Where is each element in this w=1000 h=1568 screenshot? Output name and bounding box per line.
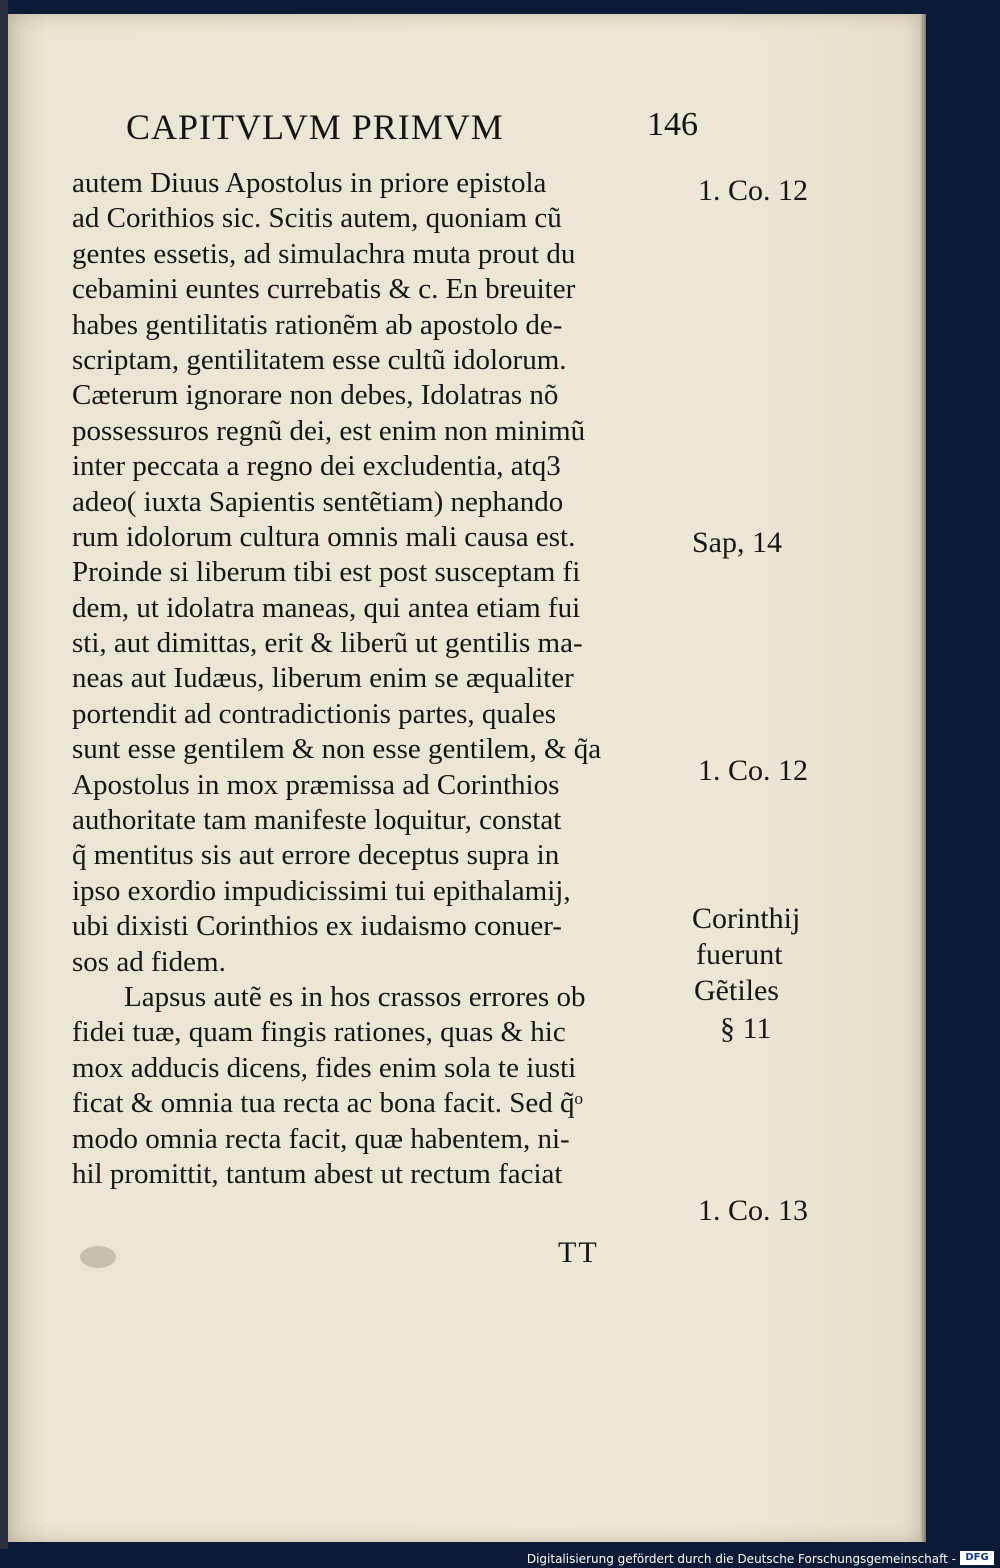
text-line: sunt esse gentilem & non esse gentilem, & q̃a xyxy=(72,733,602,766)
text-line: adeo( iuxta Sapientis sentẽtiam) nephando xyxy=(72,485,564,518)
text-line: sos ad fidem. xyxy=(72,945,226,978)
text-line: modo omnia recta facit, quæ habentem, ni- xyxy=(72,1122,570,1155)
text-line: possessuros regnũ dei, est enim non minimũ xyxy=(72,414,586,447)
marginal-note: 1. Co. 12 xyxy=(698,754,809,787)
text-line: neas aut Iudæus, liberum enim se æqualiter xyxy=(72,662,574,695)
marginal-note: Corinthij xyxy=(692,902,801,935)
text-line: q̃ mentitus sis aut errore deceptus supra in xyxy=(72,839,560,872)
text-line: ficat & omnia tua recta ac bona facit. Sed q̃ᵒ xyxy=(72,1087,583,1120)
text-line: rum idolorum cultura omnis mali causa est. xyxy=(72,520,576,553)
marginal-note: Gẽtiles xyxy=(694,974,779,1007)
folio-number: 146 xyxy=(647,106,698,143)
text-line: ipso exordio impudicissimi tui epithalamij, xyxy=(72,874,571,907)
text-line: portendit ad contradictionis partes, quales xyxy=(72,697,556,730)
catchword: TT xyxy=(558,1236,599,1269)
text-line: fidei tuæ, quam fingis rationes, quas & hic xyxy=(72,1016,566,1049)
text-line: ad Corithios sic. Scitis autem, quoniam cũ xyxy=(72,202,562,235)
scan-frame-edge xyxy=(0,0,8,1568)
running-title: CAPITVLVM PRIMVM xyxy=(126,107,504,147)
paper-stain xyxy=(80,1246,116,1268)
text-line: hil promittit, tantum abest ut rectum faciat xyxy=(72,1157,563,1190)
marginal-note: § 11 xyxy=(720,1012,772,1045)
marginal-note: Sap, 14 xyxy=(692,526,782,559)
dfg-logo-icon: DFG xyxy=(960,1551,994,1565)
text-line: Proinde si liberum tibi est post susceptam fi xyxy=(72,556,581,589)
funding-credit: Digitalisierung gefördert durch die Deutsche Forschungsgemeinschaft - xyxy=(526,1552,956,1566)
text-line: ubi dixisti Corinthios ex iudaismo conuer- xyxy=(72,910,562,943)
text-line: authoritate tam manifeste loquitur, constat xyxy=(72,804,562,837)
text-line: gentes essetis, ad simulachra muta prout du xyxy=(72,237,576,270)
text-line: Apostolus in mox præmissa ad Corinthios xyxy=(72,768,560,801)
text-line: inter peccata a regno dei excludentia, atq3 xyxy=(72,450,561,483)
body-text xyxy=(72,166,692,1192)
page-edge xyxy=(920,14,926,1542)
text-line: Cæterum ignorare non debes, Idolatras nõ xyxy=(72,379,559,412)
marginal-note: 1. Co. 12 xyxy=(698,174,809,207)
text-line: dem, ut idolatra maneas, qui antea etiam fui xyxy=(72,591,581,624)
text-line: autem Diuus Apostolus in priore epistola xyxy=(72,167,547,199)
text-line: scriptam, gentilitatem esse cultũ idolorum. xyxy=(72,343,567,376)
text-line: habes gentilitatis rationẽm ab apostolo de- xyxy=(72,308,563,341)
marginal-note: 1. Co. 13 xyxy=(698,1194,809,1227)
book-page xyxy=(8,14,920,1542)
text-line: cebamini euntes currebatis & c. En breuiter xyxy=(72,273,576,306)
running-head xyxy=(118,106,698,156)
text-line: mox adducis dicens, fides enim sola te iusti xyxy=(72,1051,577,1084)
marginal-note: fuerunt xyxy=(696,938,783,971)
text-line: sti, aut dimittas, erit & liberũ ut gentilis ma- xyxy=(72,627,583,660)
text-line-indented: Lapsus autẽ es in hos crassos errores ob xyxy=(124,980,586,1013)
